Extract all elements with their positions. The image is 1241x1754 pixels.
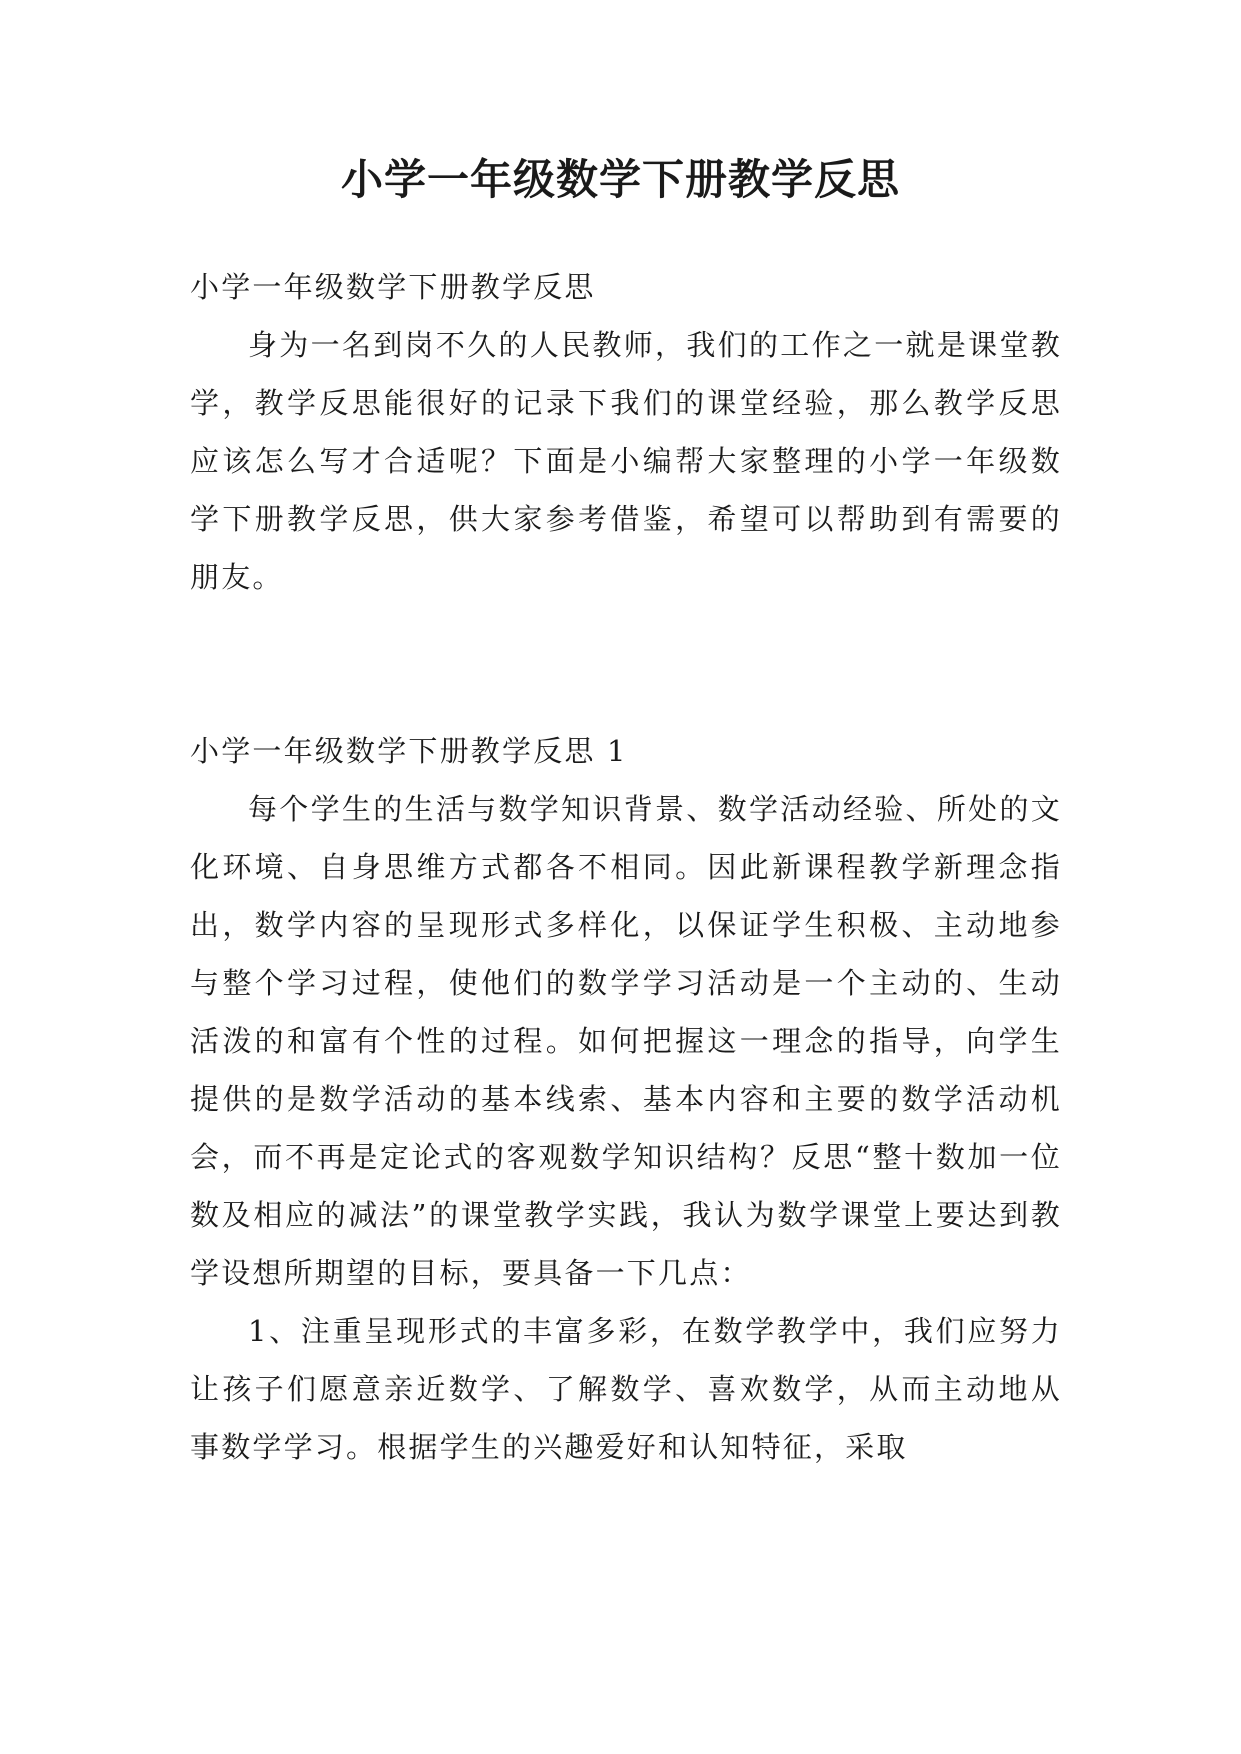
body-paragraph: 每个学生的生活与数学知识背景、数学活动经验、所处的文化环境、自身思维方式都各不相同。因此新课程教学新理念指出，数学内容的呈现形式多样化，以保证学生积极、主动地参与整个学习过程，使他们的数学学习活动是一个主动的、生动活泼的和富有个性的过程。如何把握这一理念的指导，向学生提供的是数学活动的基本线索、基本内容和主要的数学活动机会，而不再是定论式的客观数学知识结构？反思“整十数加一位数及相应的减法”的课堂教学实践，我认为数学课堂上要达到教学设想所期望的目标，要具备一下几点： xyxy=(190,792,1062,1290)
section-spacer xyxy=(190,606,1062,722)
document-subtitle: 小学一年级数学下册教学反思 xyxy=(190,270,596,304)
document-body xyxy=(190,258,1062,1476)
intro-paragraph: 身为一名到岗不久的人民教师，我们的工作之一就是课堂教学，教学反思能很好的记录下我们的课堂经验，那么教学反思应该怎么写才合适呢？下面是小编帮大家整理的小学一年级数学下册教学反思，供大家参考借鉴，希望可以帮助到有需要的朋友。 xyxy=(190,328,1062,594)
document-title: 小学一年级数学下册教学反思 xyxy=(340,155,900,204)
body-paragraph: 1、注重呈现形式的丰富多彩，在数学教学中，我们应努力让孩子们愿意亲近数学、了解数学、喜欢数学，从而主动地从事数学学习。根据学生的兴趣爱好和认知特征，采取 xyxy=(190,1314,1062,1464)
section-heading: 小学一年级数学下册教学反思 1 xyxy=(190,734,628,768)
